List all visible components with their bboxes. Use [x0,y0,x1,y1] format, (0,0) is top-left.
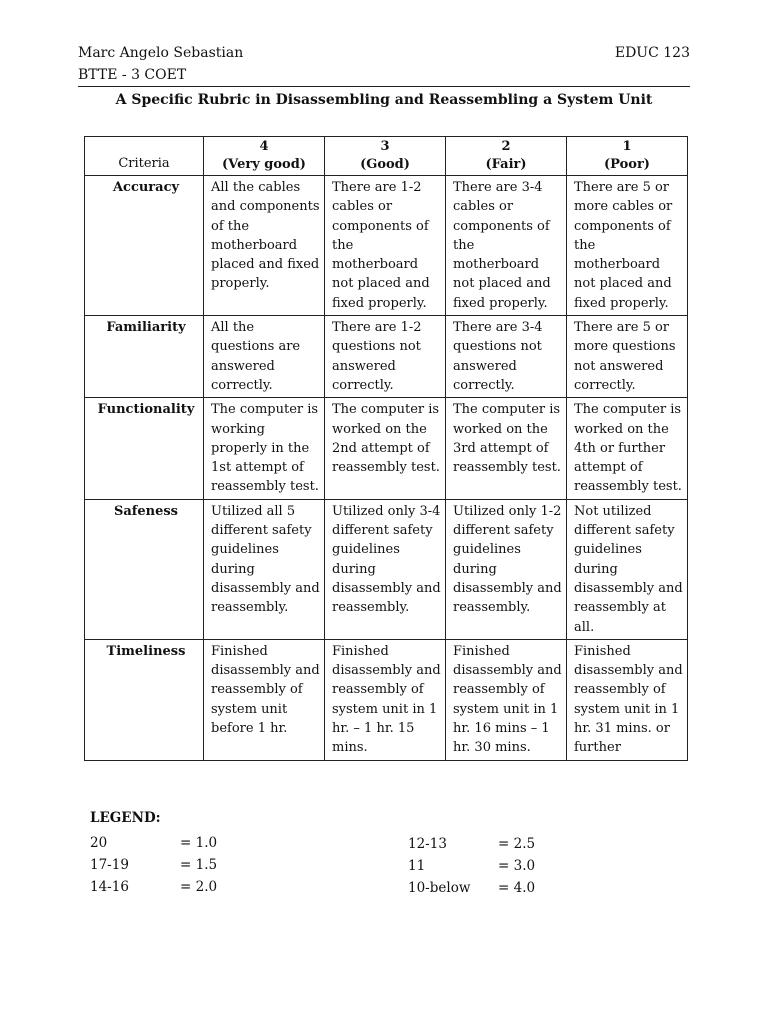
table-row [85,499,688,639]
criteria-header: Criteria [85,137,204,176]
legend-left [90,832,217,898]
table-cell: Finished disassembly and reassembly of system unit in 1 hr. – 1 hr. 15 mins. [325,639,446,760]
legend-grade: = 4.0 [498,880,536,896]
criterion-label: Functionality [85,398,204,499]
table-row [85,176,688,316]
legend-row [90,854,217,876]
column-label: (Poor) [604,157,650,172]
rubric-header-row [85,137,688,176]
legend-row [408,855,535,877]
legend-grade: = 3.0 [498,858,536,874]
legend-score: 14-16 [90,879,129,895]
legend-score: 17-19 [90,857,129,873]
course-code: EDUC 123 [614,45,690,61]
table-cell: All the cables and components of the motherboard placed and fixed properly. [204,176,325,316]
student-name: Marc Angelo Sebastian [78,45,244,61]
table-cell: The computer is worked on the 2nd attempt of reassembly test. [325,398,446,499]
column-header [567,137,688,176]
criterion-label: Safeness [85,499,204,639]
legend-right [408,833,535,899]
legend-title: LEGEND: [90,810,161,826]
criterion-label: Timeliness [85,639,204,760]
column-score: 1 [622,139,632,154]
table-cell: Finished disassembly and reassembly of system unit in 1 hr. 16 mins – 1 hr. 30 mins. [446,639,567,760]
table-cell: Finished disassembly and reassembly of system unit in 1 hr. 31 mins. or further [567,639,688,760]
legend-grade: = 2.5 [498,836,536,852]
table-cell: There are 3-4 questions not answered correctly. [446,316,567,398]
table-cell: All the questions are answered correctly. [204,316,325,398]
page-title: A Specific Rubric in Disassembling and Reassembling a System Unit [115,92,653,108]
legend-score: 12-13 [408,836,447,852]
rubric-table [84,136,688,761]
legend-row [408,877,535,899]
column-header [204,137,325,176]
student-section: BTTE - 3 COET [78,67,187,83]
table-cell: There are 1-2 questions not answered correctly. [325,316,446,398]
legend-grade: = 1.5 [180,857,218,873]
column-header [446,137,567,176]
column-score: 4 [259,139,269,154]
table-cell: There are 5 or more questions not answered correctly. [567,316,688,398]
column-score: 2 [501,139,511,154]
header-student-info [78,42,243,86]
column-header [325,137,446,176]
table-cell: Utilized only 1-2 different safety guidelines during disassembly and reassembly. [446,499,567,639]
table-row [85,639,688,760]
table-cell: There are 1-2 cables or components of the motherboard not placed and fixed properly. [325,176,446,316]
criterion-label: Accuracy [85,176,204,316]
table-cell: There are 5 or more cables or components of the motherboard not placed and fixed properly. [567,176,688,316]
table-cell: Utilized only 3-4 different safety guidelines during disassembly and reassembly. [325,499,446,639]
table-cell: The computer is worked on the 3rd attempt of reassembly test. [446,398,567,499]
legend-score: 10-below [408,880,471,896]
table-cell: Utilized all 5 different safety guidelines during disassembly and reassembly. [204,499,325,639]
column-label: (Good) [360,157,410,172]
column-label: (Very good) [222,157,306,172]
table-cell: There are 3-4 cables or components of the motherboard not placed and fixed properly. [446,176,567,316]
header-divider [78,86,690,87]
legend-row [90,876,217,898]
legend-row [90,832,217,854]
legend-score: 20 [90,835,108,851]
legend-grade: = 2.0 [180,879,218,895]
criterion-label: Familiarity [85,316,204,398]
table-cell: Finished disassembly and reassembly of system unit before 1 hr. [204,639,325,760]
table-row [85,398,688,499]
column-score: 3 [380,139,390,154]
table-cell: The computer is worked on the 4th or further attempt of reassembly test. [567,398,688,499]
legend-grade: = 1.0 [180,835,218,851]
legend-score: 11 [408,858,426,874]
column-label: (Fair) [485,157,527,172]
table-cell: Not utilized different safety guidelines during disassembly and reassembly at all. [567,499,688,639]
table-row [85,316,688,398]
legend-row [408,833,535,855]
table-cell: The computer is working properly in the 1st attempt of reassembly test. [204,398,325,499]
